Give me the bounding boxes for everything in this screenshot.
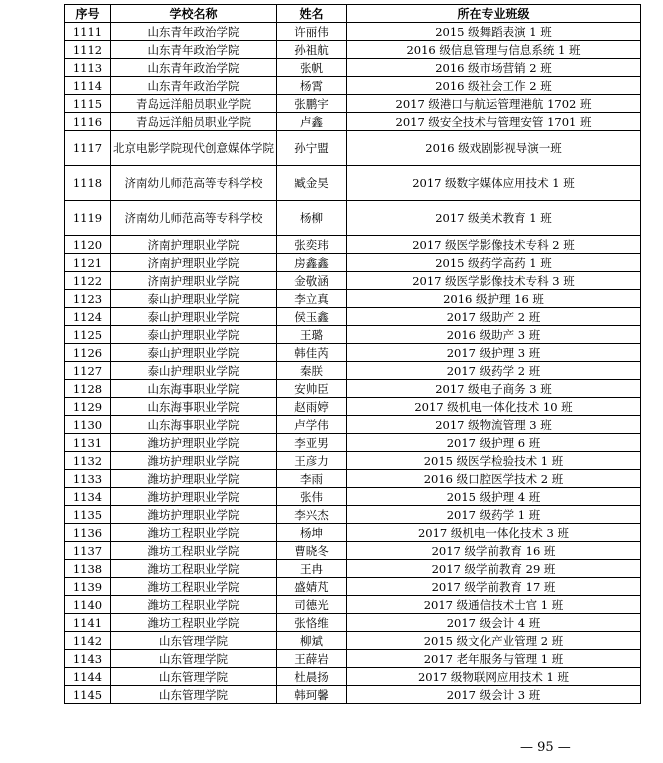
student-name-cell: 卢鑫 <box>277 113 347 131</box>
student-name-cell: 张鹏宇 <box>277 95 347 113</box>
school-name-cell: 青岛远洋船员职业学院 <box>111 113 277 131</box>
table-row <box>65 560 641 578</box>
school-name-cell: 潍坊护理职业学院 <box>111 452 277 470</box>
table-row <box>65 362 641 380</box>
student-name-cell: 安帅臣 <box>277 380 347 398</box>
class-cell: 2017 级美术教育 1 班 <box>347 201 641 236</box>
class-cell: 2017 级学前教育 29 班 <box>347 560 641 578</box>
header-school-name: 学校名称 <box>111 5 277 23</box>
serial-number-cell: 1130 <box>65 416 111 434</box>
school-name-cell: 潍坊工程职业学院 <box>111 560 277 578</box>
class-cell: 2015 级药学高药 1 班 <box>347 254 641 272</box>
student-name-cell: 张伟 <box>277 488 347 506</box>
student-name-cell: 赵雨婷 <box>277 398 347 416</box>
class-cell: 2017 级港口与航运管理港航 1702 班 <box>347 95 641 113</box>
class-cell: 2017 级助产 2 班 <box>347 308 641 326</box>
student-name-cell: 王冉 <box>277 560 347 578</box>
serial-number-cell: 1129 <box>65 398 111 416</box>
serial-number-cell: 1125 <box>65 326 111 344</box>
class-cell: 2017 级医学影像技术专科 3 班 <box>347 272 641 290</box>
serial-number-cell: 1121 <box>65 254 111 272</box>
serial-number-cell: 1141 <box>65 614 111 632</box>
school-name-cell: 山东青年政治学院 <box>111 41 277 59</box>
class-cell: 2016 级社会工作 2 班 <box>347 77 641 95</box>
serial-number-cell: 1136 <box>65 524 111 542</box>
table-row <box>65 434 641 452</box>
student-name-cell: 柳斌 <box>277 632 347 650</box>
student-name-cell: 杨坤 <box>277 524 347 542</box>
table-row <box>65 686 641 704</box>
school-name-cell: 潍坊护理职业学院 <box>111 470 277 488</box>
class-cell: 2016 级市场营销 2 班 <box>347 59 641 77</box>
class-cell: 2016 级护理 16 班 <box>347 290 641 308</box>
serial-number-cell: 1143 <box>65 650 111 668</box>
school-name-cell: 青岛远洋船员职业学院 <box>111 95 277 113</box>
table-row <box>65 326 641 344</box>
class-cell: 2015 级医学检验技术 1 班 <box>347 452 641 470</box>
student-name-cell: 王璐 <box>277 326 347 344</box>
school-name-cell: 潍坊工程职业学院 <box>111 614 277 632</box>
table-row <box>65 650 641 668</box>
table-row <box>65 578 641 596</box>
student-name-cell: 张帆 <box>277 59 347 77</box>
class-cell: 2016 级口腔医学技术 2 班 <box>347 470 641 488</box>
table-row <box>65 488 641 506</box>
table-row <box>65 95 641 113</box>
serial-number-cell: 1128 <box>65 380 111 398</box>
school-name-cell: 山东海事职业学院 <box>111 380 277 398</box>
school-name-cell: 山东海事职业学院 <box>111 398 277 416</box>
class-cell: 2017 级学前教育 16 班 <box>347 542 641 560</box>
table-row <box>65 254 641 272</box>
school-name-cell: 泰山护理职业学院 <box>111 290 277 308</box>
school-name-cell: 山东海事职业学院 <box>111 416 277 434</box>
student-name-cell: 曹晓冬 <box>277 542 347 560</box>
school-name-cell: 泰山护理职业学院 <box>111 326 277 344</box>
school-name-cell: 潍坊护理职业学院 <box>111 434 277 452</box>
class-cell: 2017 级学前教育 17 班 <box>347 578 641 596</box>
student-name-cell: 王彦力 <box>277 452 347 470</box>
table-row <box>65 131 641 166</box>
table-row <box>65 398 641 416</box>
table-row <box>65 166 641 201</box>
table-row <box>65 344 641 362</box>
class-cell: 2017 级安全技术与管理安管 1701 班 <box>347 113 641 131</box>
class-cell: 2015 级舞蹈表演 1 班 <box>347 23 641 41</box>
student-name-cell: 张奕玮 <box>277 236 347 254</box>
table-row <box>65 236 641 254</box>
table-row <box>65 308 641 326</box>
table-row <box>65 452 641 470</box>
serial-number-cell: 1117 <box>65 131 111 166</box>
student-name-cell: 司德光 <box>277 596 347 614</box>
table-row <box>65 470 641 488</box>
school-name-cell: 山东青年政治学院 <box>111 77 277 95</box>
table-body <box>65 23 641 704</box>
school-name-cell: 山东青年政治学院 <box>111 59 277 77</box>
student-name-cell: 李兴杰 <box>277 506 347 524</box>
student-name-cell: 杨柳 <box>277 201 347 236</box>
school-name-cell: 泰山护理职业学院 <box>111 344 277 362</box>
serial-number-cell: 1140 <box>65 596 111 614</box>
serial-number-cell: 1126 <box>65 344 111 362</box>
serial-number-cell: 1138 <box>65 560 111 578</box>
class-cell: 2017 级通信技术士官 1 班 <box>347 596 641 614</box>
class-cell: 2017 级电子商务 3 班 <box>347 380 641 398</box>
table-row <box>65 416 641 434</box>
table-row <box>65 614 641 632</box>
serial-number-cell: 1144 <box>65 668 111 686</box>
student-name-cell: 韩佳芮 <box>277 344 347 362</box>
student-name-cell: 孙祖航 <box>277 41 347 59</box>
class-cell: 2017 级药学 2 班 <box>347 362 641 380</box>
school-name-cell: 山东青年政治学院 <box>111 23 277 41</box>
serial-number-cell: 1116 <box>65 113 111 131</box>
serial-number-cell: 1113 <box>65 59 111 77</box>
school-name-cell: 山东管理学院 <box>111 668 277 686</box>
class-cell: 2016 级戏剧影视导演一班 <box>347 131 641 166</box>
student-name-cell: 盛婧芃 <box>277 578 347 596</box>
class-cell: 2017 级护理 3 班 <box>347 344 641 362</box>
school-name-cell: 潍坊工程职业学院 <box>111 596 277 614</box>
table-row <box>65 506 641 524</box>
student-name-cell: 房鑫鑫 <box>277 254 347 272</box>
table-row <box>65 596 641 614</box>
student-name-cell: 韩珂馨 <box>277 686 347 704</box>
table-header-row <box>65 5 641 23</box>
school-name-cell: 泰山护理职业学院 <box>111 308 277 326</box>
student-name-cell: 李雨 <box>277 470 347 488</box>
school-name-cell: 济南护理职业学院 <box>111 272 277 290</box>
header-class: 所在专业班级 <box>347 5 641 23</box>
header-serial-number: 序号 <box>65 5 111 23</box>
school-name-cell: 潍坊工程职业学院 <box>111 578 277 596</box>
student-name-cell: 杜晨扬 <box>277 668 347 686</box>
table-row <box>65 113 641 131</box>
class-cell: 2015 级文化产业管理 2 班 <box>347 632 641 650</box>
table-row <box>65 272 641 290</box>
serial-number-cell: 1118 <box>65 166 111 201</box>
class-cell: 2017 级医学影像技术专科 2 班 <box>347 236 641 254</box>
student-name-cell: 臧金昊 <box>277 166 347 201</box>
class-cell: 2015 级护理 4 班 <box>347 488 641 506</box>
school-name-cell: 潍坊工程职业学院 <box>111 524 277 542</box>
student-name-cell: 侯玉鑫 <box>277 308 347 326</box>
student-name-cell: 许丽伟 <box>277 23 347 41</box>
student-name-cell: 金敬涵 <box>277 272 347 290</box>
serial-number-cell: 1127 <box>65 362 111 380</box>
serial-number-cell: 1142 <box>65 632 111 650</box>
serial-number-cell: 1122 <box>65 272 111 290</box>
class-cell: 2017 级数字媒体应用技术 1 班 <box>347 166 641 201</box>
school-name-cell: 泰山护理职业学院 <box>111 362 277 380</box>
serial-number-cell: 1131 <box>65 434 111 452</box>
table-row <box>65 290 641 308</box>
class-cell: 2017 级物联网应用技术 1 班 <box>347 668 641 686</box>
table-row <box>65 380 641 398</box>
table-row <box>65 542 641 560</box>
school-name-cell: 济南护理职业学院 <box>111 254 277 272</box>
table-row <box>65 201 641 236</box>
class-cell: 2017 级药学 1 班 <box>347 506 641 524</box>
serial-number-cell: 1115 <box>65 95 111 113</box>
serial-number-cell: 1139 <box>65 578 111 596</box>
school-name-cell: 潍坊工程职业学院 <box>111 542 277 560</box>
serial-number-cell: 1112 <box>65 41 111 59</box>
class-cell: 2017 级机电一体化技术 10 班 <box>347 398 641 416</box>
table-row <box>65 524 641 542</box>
serial-number-cell: 1120 <box>65 236 111 254</box>
student-name-cell: 王薛岩 <box>277 650 347 668</box>
serial-number-cell: 1134 <box>65 488 111 506</box>
student-roster-table <box>64 4 641 704</box>
serial-number-cell: 1135 <box>65 506 111 524</box>
serial-number-cell: 1119 <box>65 201 111 236</box>
serial-number-cell: 1114 <box>65 77 111 95</box>
student-name-cell: 李亚男 <box>277 434 347 452</box>
serial-number-cell: 1132 <box>65 452 111 470</box>
table-row <box>65 41 641 59</box>
class-cell: 2017 级护理 6 班 <box>347 434 641 452</box>
student-name-cell: 秦朕 <box>277 362 347 380</box>
school-name-cell: 潍坊护理职业学院 <box>111 488 277 506</box>
class-cell: 2017 级会计 3 班 <box>347 686 641 704</box>
table-row <box>65 77 641 95</box>
class-cell: 2016 级助产 3 班 <box>347 326 641 344</box>
serial-number-cell: 1124 <box>65 308 111 326</box>
header-student-name: 姓名 <box>277 5 347 23</box>
class-cell: 2017 老年服务与管理 1 班 <box>347 650 641 668</box>
serial-number-cell: 1137 <box>65 542 111 560</box>
serial-number-cell: 1133 <box>65 470 111 488</box>
school-name-cell: 山东管理学院 <box>111 632 277 650</box>
school-name-cell: 济南护理职业学院 <box>111 236 277 254</box>
student-name-cell: 杨霄 <box>277 77 347 95</box>
class-cell: 2017 级会计 4 班 <box>347 614 641 632</box>
page-number: — 95 — <box>520 740 571 755</box>
school-name-cell: 济南幼儿师范高等专科学校 <box>111 201 277 236</box>
student-name-cell: 李立真 <box>277 290 347 308</box>
serial-number-cell: 1123 <box>65 290 111 308</box>
student-name-cell: 孙宁盟 <box>277 131 347 166</box>
table-row <box>65 632 641 650</box>
school-name-cell: 山东管理学院 <box>111 650 277 668</box>
table-row <box>65 668 641 686</box>
student-name-cell: 张恪维 <box>277 614 347 632</box>
school-name-cell: 山东管理学院 <box>111 686 277 704</box>
serial-number-cell: 1145 <box>65 686 111 704</box>
table-row <box>65 23 641 41</box>
school-name-cell: 济南幼儿师范高等专科学校 <box>111 166 277 201</box>
table-row <box>65 59 641 77</box>
class-cell: 2017 级机电一体化技术 3 班 <box>347 524 641 542</box>
serial-number-cell: 1111 <box>65 23 111 41</box>
class-cell: 2017 级物流管理 3 班 <box>347 416 641 434</box>
class-cell: 2016 级信息管理与信息系统 1 班 <box>347 41 641 59</box>
school-name-cell: 潍坊护理职业学院 <box>111 506 277 524</box>
student-name-cell: 卢学伟 <box>277 416 347 434</box>
school-name-cell: 北京电影学院现代创意媒体学院 <box>111 131 277 166</box>
